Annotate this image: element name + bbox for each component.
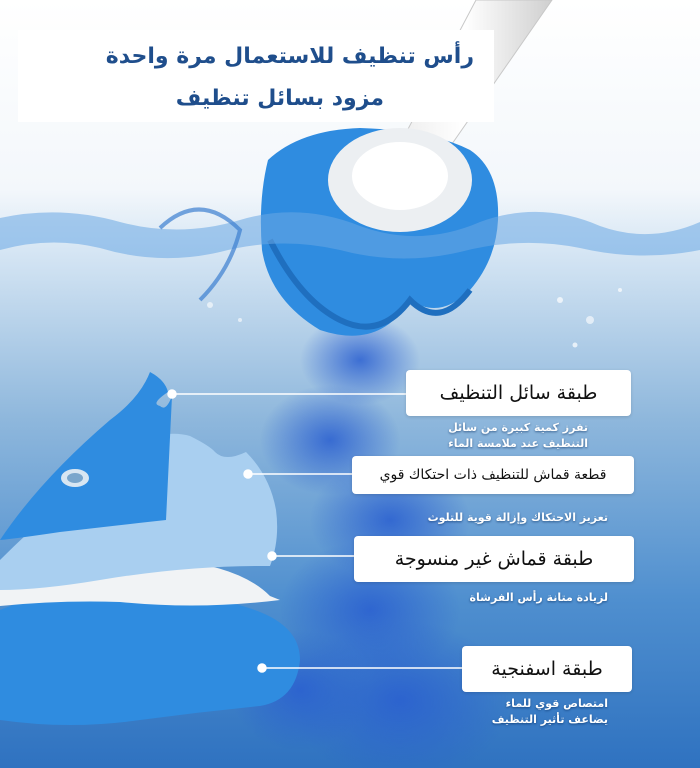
caption-line: تفرز كمية كبيرة من سائل	[448, 421, 588, 434]
callout-label: طبقة سائل التنظيف	[439, 382, 598, 404]
caption-cleaning-fluid-layer	[448, 420, 588, 452]
callout-label: طبقة قماش غير منسوجة	[394, 548, 594, 570]
caption-line: تعزيز الاحتكاك وإزالة قوية للتلوث	[427, 511, 608, 524]
caption-scrubbing-cloth	[428, 510, 608, 526]
caption-line: التنظيف عند ملامسة الماء	[448, 437, 588, 450]
caption-sponge-layer	[492, 696, 608, 728]
callout-non-woven-layer	[354, 536, 634, 582]
layer-stack	[0, 372, 300, 725]
callout-label: قطعة قماش للتنظيف ذات احتكاك قوي	[379, 467, 607, 483]
callout-cleaning-fluid-layer	[406, 370, 631, 416]
callout-scrubbing-cloth	[352, 456, 634, 494]
callout-label: طبقة اسفنجية	[491, 658, 603, 680]
title-line-1: رأس تنظيف للاستعمال مرة واحدة	[105, 44, 474, 69]
caption-line: لزيادة متانة رأس الفرشاة	[469, 591, 608, 604]
caption-non-woven-layer	[470, 590, 608, 606]
caption-line: امتصاص قوي للماء	[505, 697, 608, 710]
caption-line: يضاعف تأثير التنظيف	[491, 713, 608, 726]
title-line-2: مزود بسائل تنظيف	[175, 86, 384, 111]
callout-sponge-layer	[462, 646, 632, 692]
